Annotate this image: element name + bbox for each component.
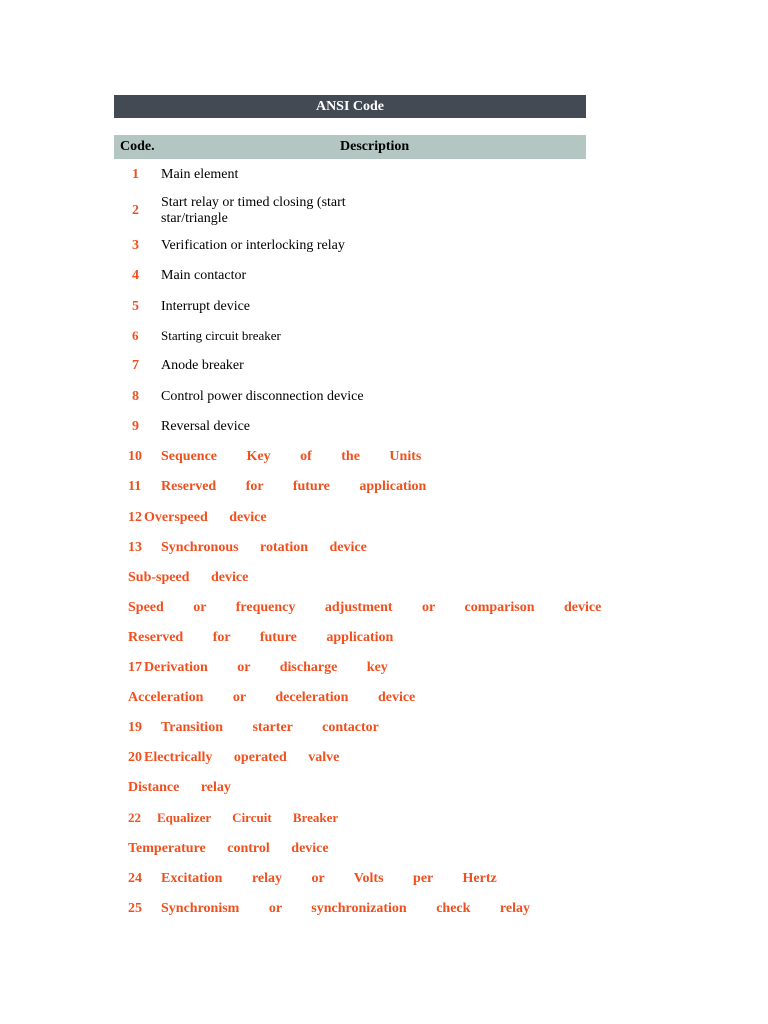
table-title: ANSI Code	[114, 95, 586, 118]
row-code: 3	[132, 238, 139, 253]
row-description: Speed or frequency adjustment or comparison device	[128, 600, 602, 615]
row-description: Acceleration or deceleration device	[128, 690, 416, 705]
row-description: Control power disconnection device	[161, 389, 364, 404]
row-description: Derivation or discharge key	[144, 660, 388, 675]
row-description: Transition starter contactor	[161, 720, 379, 735]
row-description: Reserved for future application	[128, 630, 394, 645]
row-code: 2	[132, 203, 139, 218]
header-code-label: Code.	[120, 139, 155, 154]
row-code: 25	[128, 901, 142, 916]
row-code: 12	[128, 510, 142, 525]
row-description: Equalizer Circuit Breaker	[157, 810, 339, 825]
row-description: Start relay or timed closing (start star/triangle	[161, 195, 346, 226]
row-code: 9	[132, 419, 139, 434]
row-description: Anode breaker	[161, 358, 244, 373]
row-description: Reversal device	[161, 419, 251, 434]
row-code: 6	[132, 328, 139, 343]
row-code: 11	[128, 479, 142, 494]
row-description: Sub-speed device	[128, 570, 249, 585]
row-description: Excitation relay or Volts per Hertz	[161, 871, 497, 886]
row-code: 7	[132, 358, 139, 373]
row-description: Temperature control device	[128, 841, 329, 856]
row-code: 8	[132, 389, 139, 404]
row-description: Interrupt device	[161, 299, 251, 314]
row-description: Synchronism or synchronization check relay	[161, 901, 530, 916]
row-description: Overspeed device	[144, 510, 267, 525]
row-description: Electrically operated valve	[144, 750, 340, 765]
header-description-label: Description	[340, 139, 410, 154]
row-code: 20	[128, 750, 142, 765]
row-code: 19	[128, 720, 142, 735]
table-header	[114, 135, 586, 159]
row-description: Main contactor	[161, 268, 247, 283]
row-code: 10	[128, 449, 142, 464]
row-code: 4	[132, 268, 139, 283]
row-description: Distance relay	[128, 780, 231, 795]
row-code: 13	[128, 540, 142, 555]
row-description: Sequence Key of the Units	[161, 449, 422, 464]
row-code: 22	[128, 810, 141, 825]
row-code: 24	[128, 871, 142, 886]
row-description: Reserved for future application	[161, 479, 427, 494]
row-code: 1	[132, 167, 139, 182]
row-description: Main element	[161, 167, 239, 182]
row-code: 17	[128, 660, 142, 675]
row-description: Synchronous rotation device	[161, 540, 367, 555]
row-description: Verification or interlocking relay	[161, 238, 345, 253]
row-code: 5	[132, 299, 139, 314]
row-description: Starting circuit breaker	[161, 328, 281, 343]
